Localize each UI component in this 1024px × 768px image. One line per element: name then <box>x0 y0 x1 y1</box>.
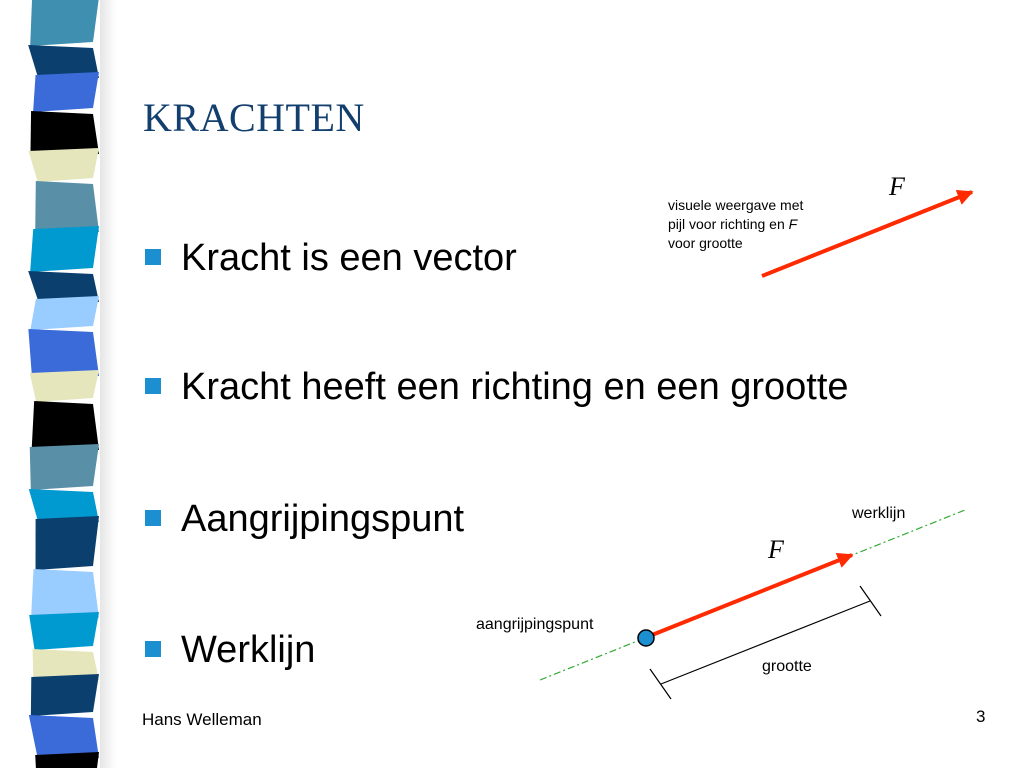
dimension-tick-left <box>650 669 671 699</box>
bullet-text: Werklijn <box>181 629 316 671</box>
annotation-text: pijl voor richting en <box>668 216 789 232</box>
werklijn-label: werklijn <box>852 505 906 522</box>
dimension-tick-right <box>860 586 881 616</box>
annotation-line: visuele weergave met <box>668 197 804 213</box>
force-label-bottom: F <box>768 535 784 564</box>
force-label-top: F <box>889 172 905 201</box>
grootte-label: grootte <box>762 658 812 675</box>
aangrijpingspunt-label: aangrijpingspunt <box>476 616 594 633</box>
footer-author: Hans Welleman <box>142 710 262 729</box>
bullet-text: Aangrijpingspunt <box>181 498 465 540</box>
arrow-annotation <box>668 196 803 253</box>
annotation-line: voor grootte <box>668 235 743 251</box>
page-number: 3 <box>976 707 986 726</box>
aangrijpingspunt-point <box>638 630 654 646</box>
annotation-force-symbol: F <box>788 216 798 232</box>
annotation-line <box>668 215 803 234</box>
slide-title: KRACHTEN <box>143 95 365 140</box>
bullet-text: Kracht heeft een richting en een grootte <box>181 366 849 408</box>
force-arrow-bottom <box>647 555 852 637</box>
bullet-text: Kracht is een vector <box>181 237 517 279</box>
